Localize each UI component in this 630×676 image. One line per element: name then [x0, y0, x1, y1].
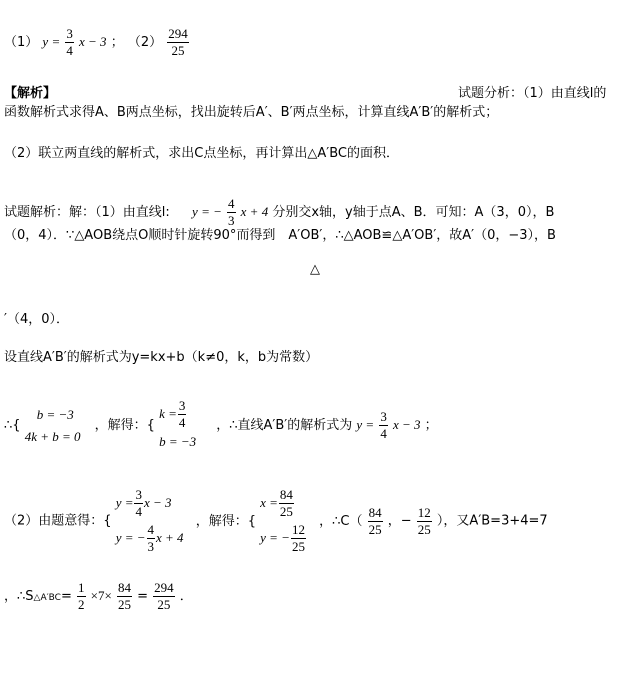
system-1-eq1: b = −3 — [36, 406, 74, 422]
solution-line-8 — [4, 580, 193, 613]
system-3-eq1: y = $\frac{3}{4}$ x − 3 — [115, 487, 172, 519]
system-1-eq2: 4k + b = 0 — [24, 428, 81, 444]
system-4-label: ，解得：{ — [195, 513, 256, 529]
area-subscript: △A′BC — [33, 593, 61, 603]
area-frac-3: $\frac{294}{25}$ — [154, 580, 174, 612]
solution-intro: 试题解析：解：（1）由直线l: — [4, 205, 170, 220]
area-frac-1: $\frac{1}{2}$ — [78, 580, 85, 612]
answer-fraction-2: $\frac{294}{25}$ — [168, 26, 188, 58]
line-l-tail: x + 4 — [240, 204, 269, 219]
section-title: 【解析】 — [4, 86, 57, 101]
area-end: ． — [179, 589, 193, 604]
answer-separator: ； — [110, 35, 124, 50]
system-2 — [159, 398, 196, 453]
system-1-brace: ∴{ — [4, 418, 21, 433]
area-eq-2: = — [137, 589, 148, 604]
result-y-eq: y = — [356, 417, 375, 432]
point-c-sep: ，− — [387, 513, 412, 529]
solution-line-6 — [4, 398, 438, 453]
point-c-label: ，∴C（ — [319, 513, 363, 529]
system-4-eq1: x = $\frac{84}{25}$ — [260, 487, 293, 519]
answer-y-eq: y = — [42, 34, 61, 49]
answer-part2-label: （2） — [127, 35, 163, 50]
system-3 — [116, 486, 184, 556]
area-frac-2: $\frac{84}{25}$ — [117, 580, 131, 612]
point-c-y: $\frac{12}{25}$ — [417, 504, 431, 537]
result-tail: x − 3 — [392, 417, 421, 432]
system-3-label: （2）由题意得：{ — [4, 513, 112, 529]
result-fraction: $\frac{3}{4}$ — [380, 409, 387, 441]
answer-part1-label: （1） — [4, 35, 39, 50]
point-c-x: $\frac{84}{25}$ — [368, 504, 382, 537]
system-4 — [260, 486, 307, 556]
system-4-eq2: y = − $\frac{12}{25}$ — [260, 522, 305, 554]
system-1 — [25, 404, 81, 448]
analysis-line-2: （2）联立两直线的解析式，求出C点坐标，再计算出△A′BC的面积． — [4, 146, 399, 161]
point-c-end: ），又A′B=3+4=7 — [436, 513, 548, 529]
result-end: ； — [424, 418, 438, 433]
system-2-label: ，解得：{ — [94, 418, 155, 433]
solution-intersections: 分别交x轴，y轴于点A、B．可知：A（3，0），B — [272, 205, 555, 220]
result-text: ，∴直线A′B′的解析式为 — [216, 418, 353, 433]
triangle-symbol: △ — [310, 262, 320, 277]
line-l-eq: y = − — [192, 204, 222, 219]
area-eq: = — [60, 589, 72, 604]
answer-tail: x − 3 — [79, 34, 107, 49]
line-l-fraction: $\frac{4}{3}$ — [228, 196, 235, 228]
area-label: ，∴S — [4, 589, 34, 604]
analysis-heading: 试题分析：（1）由直线l的 — [458, 86, 607, 101]
answer-line — [4, 26, 190, 59]
solution-line-7 — [4, 486, 548, 556]
solution-line-5: 设直线A′B′的解析式为y=kx+b（k≠0，k，b为常数） — [4, 350, 319, 365]
answer-fraction-1: $\frac{3}{4}$ — [66, 26, 73, 58]
system-2-eq1: k = $\frac{3}{4}$ — [159, 398, 186, 430]
system-3-eq2: y = − $\frac{4}{3}$ x + 4 — [115, 522, 184, 554]
solution-line-1 — [4, 196, 554, 229]
solution-line-4: ′（4，0）． — [4, 312, 69, 327]
analysis-line-1: 函数解析式求得A、B两点坐标，找出旋转后A′、B′两点坐标，计算直线A′B′的解析式； — [4, 105, 499, 120]
area-times: ×7× — [90, 588, 112, 603]
system-2-eq2: b = −3 — [159, 434, 197, 449]
solution-line-2: （0，4）．∵△AOB绕点O顺时针旋转90°而得到 A′OB′，∴△AOB≌△A′OB′，故A′（0，−3），B — [4, 228, 556, 243]
